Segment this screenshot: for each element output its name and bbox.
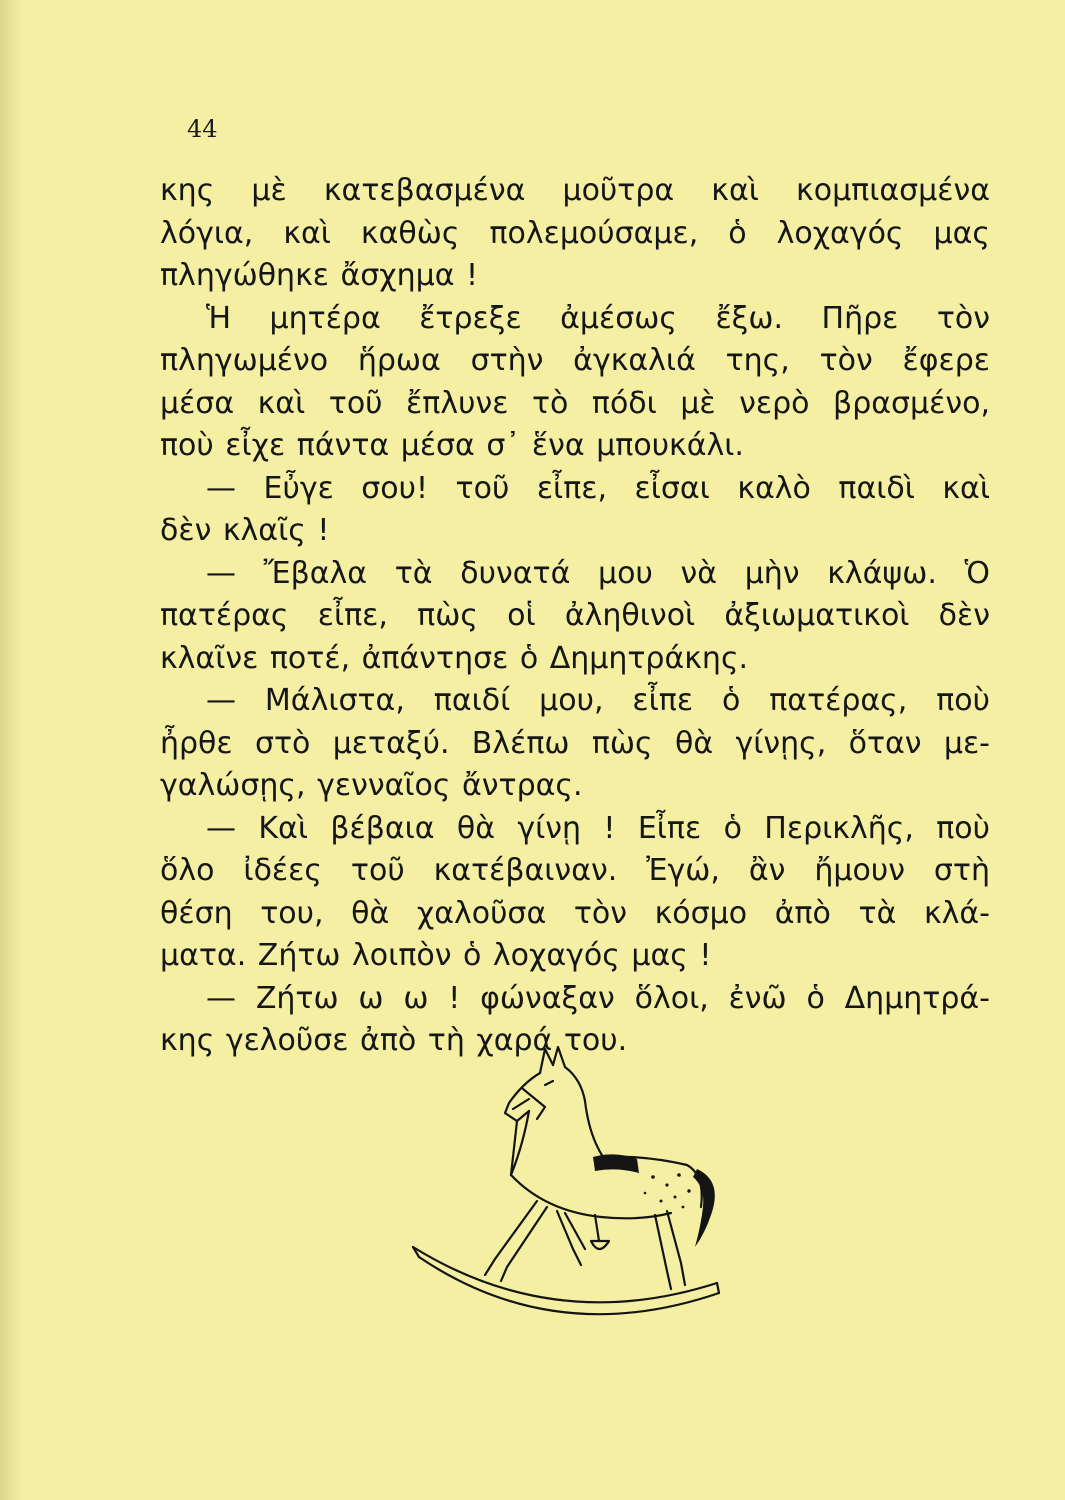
text-line: λόγια, καὶ καθὼς πολεμούσαμε, ὁ λοχαγός μας [160, 215, 990, 251]
text-line: ματα. Ζήτω λοιπὸν ὁ λοχαγός μας ! [160, 938, 712, 973]
text-line: γαλώσῃς, γενναῖος ἄντρας. [160, 768, 583, 803]
text-line: — Ζήτω ω ω ! φώναξαν ὅλοι, ἐνῶ ὁ Δημητρά- [206, 980, 990, 1016]
page-edge-shadow [0, 0, 22, 1500]
rocking-horse-icon [405, 1035, 745, 1325]
text-line: — Καὶ βέβαια θὰ γίνῃ ! Εἶπε ὁ Περικλῆς, ποὺ [206, 810, 990, 846]
text-line: — Εὖγε σου! τοῦ εἶπε, εἶσαι καλὸ παιδὶ καὶ [206, 470, 990, 506]
text-line: — Ἔβαλα τὰ δυνατά μου νὰ μὴν κλάψω. Ὁ [206, 555, 990, 591]
text-line: δὲν κλαῖς ! [160, 513, 330, 548]
body-text [160, 170, 990, 1063]
text-line: ὅλο ἰδέες τοῦ κατέβαιναν. Ἐγώ, ἂν ἤμουν στὴ [160, 853, 990, 888]
text-line: — Μάλιστα, παιδί μου, εἶπε ὁ πατέρας, ποὺ [206, 683, 990, 718]
text-line: ποὺ εἶχε πάντα μέσα σ᾽ ἕνα μπουκάλι. [160, 428, 744, 463]
text-line: μέσα καὶ τοῦ ἔπλυνε τὸ πόδι μὲ νερὸ βρασμένο, [160, 385, 990, 421]
text-line: Ἡ μητέρα ἔτρεξε ἀμέσως ἔξω. Πῆρε τὸν [206, 300, 990, 336]
page-number: 44 [187, 115, 218, 143]
text-line: πληγωμένο ἥρωα στὴν ἀγκαλιά της, τὸν ἔφερε [160, 343, 990, 378]
text-line: πατέρας εἶπε, πὼς οἱ ἀληθινοὶ ἀξιωματικοὶ δὲν [160, 598, 990, 633]
text-line: θέση του, θὰ χαλοῦσα τὸν κόσμο ἀπὸ τὰ κλά- [160, 895, 990, 931]
text-line: πληγώθηκε ἄσχημα ! [160, 258, 479, 293]
text-line: κης γελοῦσε ἀπὸ τὴ χαρά του. [160, 1023, 628, 1058]
text-line: κλαῖνε ποτέ, ἀπάντησε ὁ Δημητράκης. [160, 640, 749, 676]
text-line: κης μὲ κατεβασμένα μοῦτρα καὶ κομπιασμένα [160, 173, 990, 208]
text-line: ἦρθε στὸ μεταξύ. Βλέπω πὼς θὰ γίνῃς, ὅταν με- [160, 725, 990, 761]
